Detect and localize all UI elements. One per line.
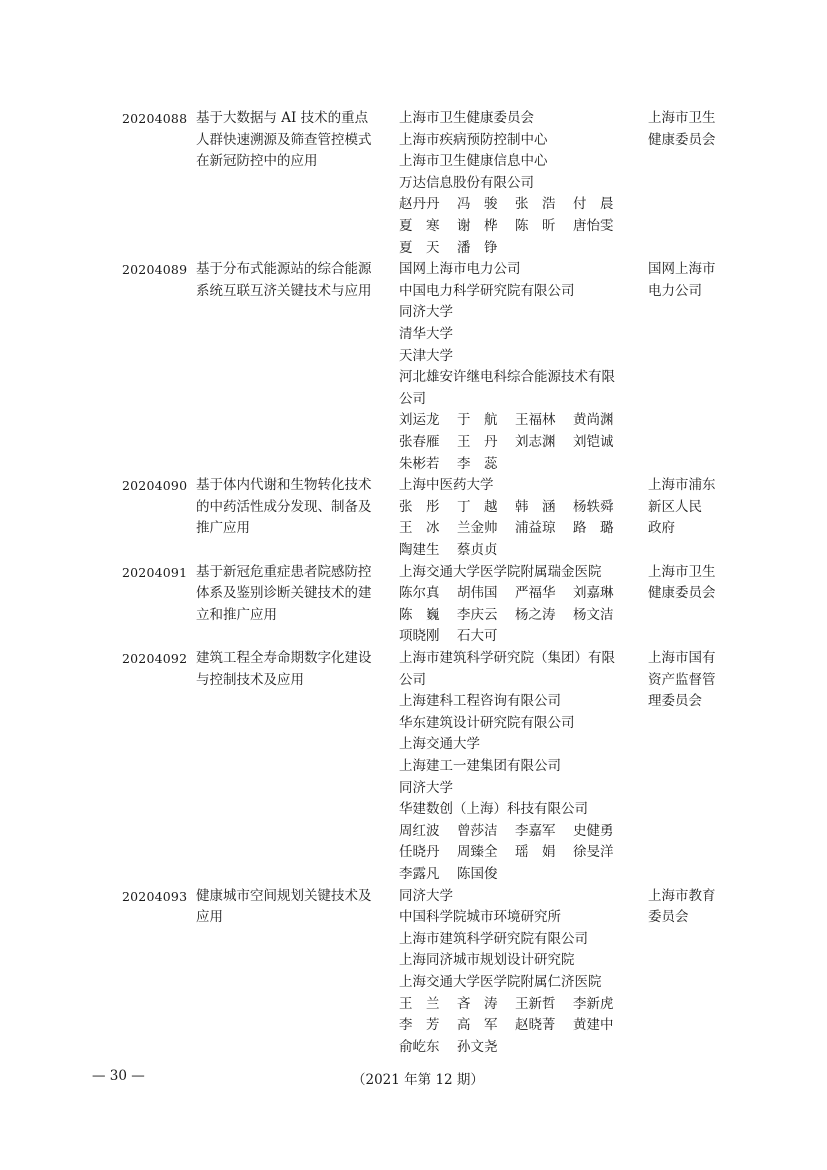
participant-name: 史健勇 <box>573 822 614 839</box>
nominating-department-line: 资产监督管 <box>648 671 716 688</box>
project-title-line: 建筑工程全寿命期数字化建设 <box>196 649 372 666</box>
nominating-department <box>648 108 728 151</box>
participant-name: 夏 寒 <box>399 217 440 234</box>
participant-name: 陈尔真 <box>399 585 440 602</box>
project-title <box>196 886 388 929</box>
nominating-department-line: 理委员会 <box>648 693 702 710</box>
participant-name: 陈 巍 <box>399 606 440 623</box>
participating-units-line: 华东建筑设计研究院有限公司 <box>399 714 575 731</box>
nominating-department-line: 上海市国有 <box>648 649 716 666</box>
project-title-line: 的中药活性成分发现、制备及 <box>196 498 372 515</box>
participant-name: 刘运龙 <box>399 412 440 429</box>
participant-name: 黄尚渊 <box>573 412 614 429</box>
participant-name: 瑶 娟 <box>515 844 556 861</box>
project-title-line: 基于体内代谢和生物转化技术 <box>196 477 372 494</box>
participating-units-line: 上海建科工程咨询有限公司 <box>399 693 561 710</box>
participant-name: 李庆云 <box>457 606 498 623</box>
participant-name: 石大可 <box>457 628 498 645</box>
participant-name: 曾莎洁 <box>457 822 498 839</box>
participant-name: 朱彬若 <box>399 455 440 472</box>
participant-name: 严福华 <box>515 585 556 602</box>
participating-units-line: 上海市疾病预防控制中心 <box>399 131 548 148</box>
participant-name: 陶建生 <box>399 541 440 558</box>
participant-name: 王 丹 <box>457 433 498 450</box>
project-title-line: 在新冠防控中的应用 <box>196 153 318 170</box>
participant-name: 孙文尧 <box>457 1038 498 1055</box>
participant-name: 胡伟国 <box>457 585 498 602</box>
nominating-department <box>648 886 728 929</box>
participant-name: 李露凡 <box>399 865 440 882</box>
participating-units-line: 国网上海市电力公司 <box>399 261 521 278</box>
award-entry <box>0 108 827 259</box>
participating-units-line: 同济大学 <box>399 887 453 904</box>
participant-name: 王 兰 <box>399 995 440 1012</box>
participant-name: 张 浩 <box>515 196 556 213</box>
award-entry <box>0 886 827 1059</box>
participant-name: 丁 越 <box>457 498 498 515</box>
participating-units-line: 万达信息股份有限公司 <box>399 174 534 191</box>
participant-name: 付 晨 <box>573 196 614 213</box>
participating-units-line: 上海市建筑科学研究院（集团）有限 <box>399 649 615 666</box>
participant-name: 黄建中 <box>573 1017 614 1034</box>
project-title-line: 系统互联互济关键技术与应用 <box>196 282 372 299</box>
participating-units-line: 上海市建筑科学研究院有限公司 <box>399 930 588 947</box>
participant-name: 任晓丹 <box>399 844 440 861</box>
award-entry <box>0 475 827 561</box>
participant-name: 王 冰 <box>399 520 440 537</box>
nominating-department-line: 政府 <box>648 520 675 537</box>
award-entry <box>0 648 827 886</box>
nominating-department-line: 电力公司 <box>648 282 702 299</box>
participating-units-line: 上海交通大学医学院附属瑞金医院 <box>399 563 602 580</box>
nominating-department-line: 上海市卫生 <box>648 110 716 126</box>
participant-name: 于 航 <box>457 412 498 429</box>
participating-units-line: 公司 <box>399 390 426 407</box>
participant-names <box>399 410 639 475</box>
project-title-line: 应用 <box>196 909 223 926</box>
nominating-department <box>648 259 728 302</box>
participant-name: 俞屹东 <box>399 1038 440 1055</box>
participating-units <box>399 562 639 648</box>
nominating-department-line: 上海市教育 <box>648 887 716 904</box>
participating-units-line: 清华大学 <box>399 325 453 342</box>
entry-code: 20204090 <box>122 478 188 494</box>
participant-names <box>399 583 639 648</box>
participating-units-line: 上海交通大学医学院附属仁济医院 <box>399 973 602 990</box>
participant-name: 周臻全 <box>457 844 498 861</box>
nominating-department-line: 上海市卫生 <box>648 563 716 580</box>
participant-name: 夏 天 <box>399 239 440 256</box>
participating-units-line: 华建数创（上海）科技有限公司 <box>399 801 588 818</box>
project-title-line: 与控制技术及应用 <box>196 671 304 688</box>
participant-name: 杨轶舜 <box>573 498 614 515</box>
project-title-line: 基于大数据与 AI 技术的重点 <box>196 110 369 126</box>
participant-name: 赵晓菁 <box>515 1017 556 1034</box>
participating-units-line: 上海市卫生健康信息中心 <box>399 153 548 170</box>
participant-name: 谢 桦 <box>457 217 498 234</box>
entry-code: 20204092 <box>122 650 188 666</box>
project-title-line: 立和推广应用 <box>196 606 277 623</box>
project-title-line: 体系及鉴别诊断关键技术的建 <box>196 585 372 602</box>
award-list <box>0 108 827 1058</box>
nominating-department <box>648 562 728 605</box>
participant-name: 高 军 <box>457 1017 498 1034</box>
participant-name: 项晓刚 <box>399 628 440 645</box>
entry-code: 20204089 <box>122 262 188 278</box>
participant-names <box>399 497 639 562</box>
entry-code: 20204091 <box>122 564 188 580</box>
participant-name: 路 璐 <box>573 520 614 537</box>
participant-name: 王新哲 <box>515 995 556 1012</box>
participating-units-line: 中国科学院城市环境研究所 <box>399 909 561 926</box>
award-entry <box>0 259 827 475</box>
nominating-department-line: 健康委员会 <box>648 585 716 602</box>
project-title <box>196 648 388 691</box>
participant-name: 唐怡雯 <box>573 217 614 234</box>
participant-name: 李 芳 <box>399 1017 440 1034</box>
participant-name: 徐旻洋 <box>573 844 614 861</box>
participant-name: 张春雁 <box>399 433 440 450</box>
page-number: — 30 — <box>92 1068 145 1084</box>
participating-units-line: 上海市卫生健康委员会 <box>399 110 534 126</box>
participant-name: 杨之涛 <box>515 606 556 623</box>
participant-name: 兰金帅 <box>457 520 498 537</box>
entry-code: 20204093 <box>122 888 188 904</box>
participant-name: 李嘉军 <box>515 822 556 839</box>
participant-name: 周红波 <box>399 822 440 839</box>
participating-units <box>399 886 639 1059</box>
participating-units <box>399 475 639 561</box>
participant-name: 赵丹丹 <box>399 196 440 213</box>
participant-name: 蔡贞贞 <box>457 541 498 558</box>
participant-name: 王福林 <box>515 412 556 429</box>
nominating-department-line: 国网上海市 <box>648 261 716 278</box>
participant-name: 李 蕊 <box>457 455 498 472</box>
participant-names <box>399 994 639 1059</box>
nominating-department <box>648 475 728 540</box>
project-title-line: 人群快速溯源及筛查管控模式 <box>196 131 372 148</box>
project-title <box>196 562 388 627</box>
participating-units-line: 天津大学 <box>399 347 453 364</box>
participant-name: 刘志渊 <box>515 433 556 450</box>
participating-units-line: 中国电力科学研究院有限公司 <box>399 282 575 299</box>
participant-name: 杨文洁 <box>573 606 614 623</box>
project-title <box>196 475 388 540</box>
award-entry <box>0 562 827 648</box>
participant-name: 冯 骏 <box>457 196 498 213</box>
participant-name: 潘 铮 <box>457 239 498 256</box>
participant-name: 刘铠诚 <box>573 433 614 450</box>
participating-units <box>399 108 639 259</box>
participating-units-line: 公司 <box>399 671 426 688</box>
project-title-line: 推广应用 <box>196 520 250 537</box>
participating-units-line: 同济大学 <box>399 304 453 321</box>
entry-code: 20204088 <box>122 111 188 126</box>
project-title <box>196 259 388 302</box>
participant-name: 张 彤 <box>399 498 440 515</box>
project-title-line: 健康城市空间规划关键技术及 <box>196 887 372 904</box>
participant-name: 陈 昕 <box>515 217 556 234</box>
participant-name: 吝 涛 <box>457 995 498 1012</box>
nominating-department-line: 上海市浦东 <box>648 477 716 494</box>
participating-units-line: 上海同济城市规划设计研究院 <box>399 952 575 969</box>
nominating-department-line: 健康委员会 <box>648 131 716 148</box>
project-title-line: 基于分布式能源站的综合能源 <box>196 261 372 278</box>
participating-units-line: 上海中医药大学 <box>399 477 494 494</box>
participating-units-line: 上海交通大学 <box>399 736 480 753</box>
nominating-department-line: 新区人民 <box>648 498 702 515</box>
project-title <box>196 108 388 173</box>
issue-label: （2021 年第 12 期） <box>352 1072 484 1088</box>
participating-units-line: 河北雄安许继电科综合能源技术有限 <box>399 369 615 386</box>
participant-name: 刘嘉琳 <box>573 585 614 602</box>
participant-names <box>399 194 639 259</box>
participating-units <box>399 648 639 886</box>
participant-names <box>399 821 639 886</box>
project-title-line: 基于新冠危重症患者院感防控 <box>196 563 372 580</box>
participant-name: 陈国俊 <box>457 865 498 882</box>
nominating-department-line: 委员会 <box>648 909 689 926</box>
participating-units <box>399 259 639 475</box>
participant-name: 浦益琼 <box>515 520 556 537</box>
participant-name: 李新虎 <box>573 995 614 1012</box>
participant-name: 韩 涵 <box>515 498 556 515</box>
participating-units-line: 同济大学 <box>399 779 453 796</box>
participating-units-line: 上海建工一建集团有限公司 <box>399 757 561 774</box>
nominating-department <box>648 648 728 713</box>
